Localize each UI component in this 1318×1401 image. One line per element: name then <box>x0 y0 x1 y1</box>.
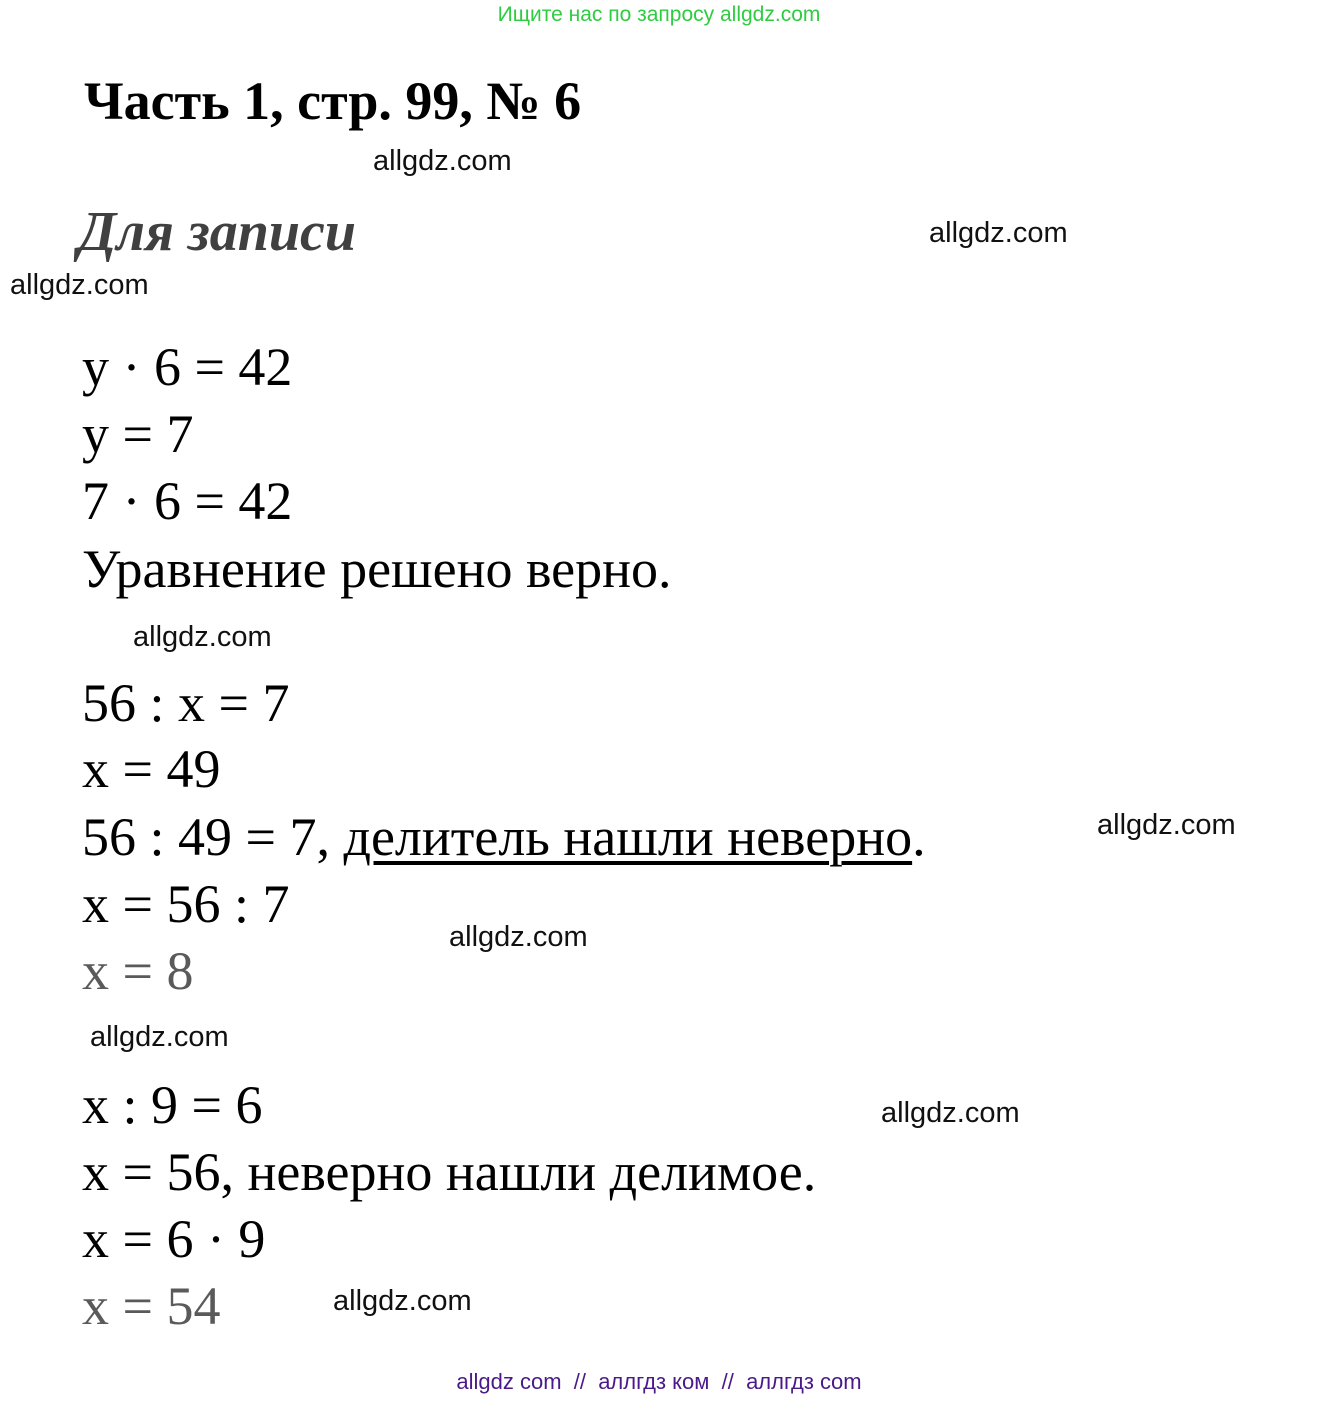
equation-line: y = 7 <box>82 404 194 464</box>
check-expression: 56 : 49 = 7, <box>82 807 344 867</box>
watermark: allgdz.com <box>929 217 1068 249</box>
equation-line: x : 9 = 6 <box>82 1075 263 1135</box>
watermark: allgdz.com <box>333 1285 472 1317</box>
equation-line: 56 : x = 7 <box>82 673 290 733</box>
check-line <box>82 807 926 867</box>
error-note: делитель нашли неверно <box>343 807 913 867</box>
equation-line: x = 6 · 9 <box>82 1209 266 1269</box>
watermark: allgdz.com <box>373 145 512 177</box>
watermark: allgdz.com <box>449 921 588 953</box>
conclusion-line: Уравнение решено верно. <box>82 539 672 599</box>
equation-line: 7 · 6 = 42 <box>82 471 293 531</box>
footer-watermark: allgdz com // аллгдз ком // аллгдз com <box>456 1369 862 1394</box>
watermark: allgdz.com <box>133 621 272 653</box>
search-banner: Ищите нас по запросу allgdz.com <box>497 3 821 26</box>
check-period: . <box>912 807 926 867</box>
equation-line: x = 49 <box>82 739 221 799</box>
answer-line: x = 8 <box>82 941 194 1001</box>
equation-line: x = 56 : 7 <box>82 874 290 934</box>
section-heading: Для записи <box>78 201 356 263</box>
watermark: allgdz.com <box>10 269 149 301</box>
equation-line: y · 6 = 42 <box>82 337 293 397</box>
watermark: allgdz.com <box>881 1097 1020 1129</box>
conclusion-line: x = 56, неверно нашли делимое. <box>82 1142 817 1202</box>
page-title: Часть 1, стр. 99, № 6 <box>84 71 582 131</box>
answer-line: x = 54 <box>82 1276 221 1336</box>
watermark: allgdz.com <box>90 1021 229 1053</box>
watermark: allgdz.com <box>1097 809 1236 841</box>
